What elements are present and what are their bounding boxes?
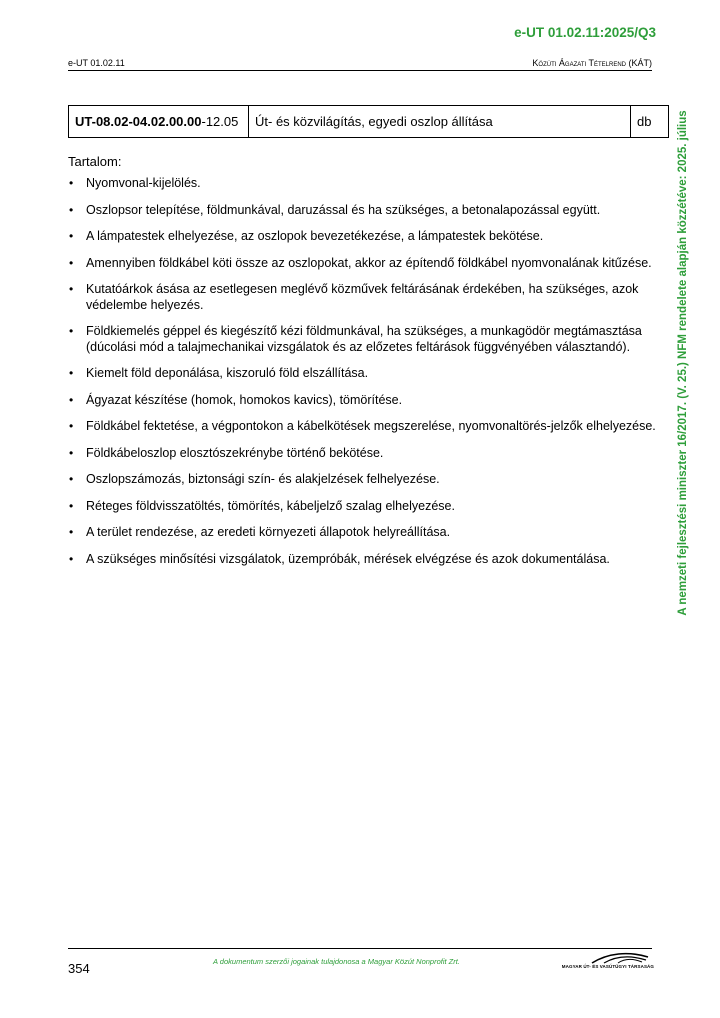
list-item-text: Kutatóárkok ásása az esetlegesen meglévő közművek feltárásának érdekében, ha szükséges, azok védelembe helyezés.: [86, 282, 639, 312]
list-item-text: A lámpatestek elhelyezése, az oszlopok bevezetékezése, a lámpatestek bekötése.: [86, 229, 544, 243]
list-item: [68, 203, 658, 219]
bullet-icon: •: [69, 419, 74, 433]
list-item: [68, 324, 658, 355]
list-item: [68, 446, 658, 462]
list-item: [68, 256, 658, 272]
header-left: e-UT 01.02.11: [68, 58, 125, 68]
list-item: [68, 472, 658, 488]
header-rule: [68, 70, 652, 71]
logo-mark-icon: [590, 951, 650, 964]
list-item: [68, 393, 658, 409]
footer-rule: [68, 948, 652, 949]
list-item: [68, 366, 658, 382]
item-unit: db: [637, 114, 652, 129]
header-right: Közúti Ágazati Tételrend (KÁT): [532, 58, 652, 68]
side-note: [676, 96, 690, 630]
bullet-icon: •: [69, 392, 74, 407]
item-table: [68, 105, 669, 138]
list-item-text: Földkábeloszlop elosztószekrénybe történő bekötése.: [86, 445, 384, 460]
side-note-text: A nemzeti fejlesztési miniszter 16/2017. (V. 25.) NFM rendelete alapján közzétéve: 2025. július: [677, 110, 689, 616]
list-item: [68, 419, 658, 435]
list-item-text: Földkábel fektetése, a végpontokon a kábelkötések megszerelése, nyomvonaltörés-jelzők elhelyezése.: [86, 419, 656, 433]
bullet-icon: •: [69, 324, 74, 338]
list-item: [68, 552, 658, 568]
item-code: UT-08.02-04.02.00.00: [75, 114, 202, 129]
list-item-text: Amennyiben földkábel köti össze az oszlopokat, akkor az építendő földkábel nyomvonalának kitűzése.: [86, 255, 652, 270]
page-number: 354: [68, 961, 90, 976]
list-item-text: Oszlopszámozás, biztonsági szín- és alakjelzések felhelyezése.: [86, 472, 440, 486]
list-item: [68, 229, 658, 245]
list-item-text: Réteges földvisszatöltés, tömörítés, kábeljelző szalag elhelyezése.: [86, 498, 455, 513]
list-item-text: Földkiemelés géppel és kiegészítő kézi földmunkával, ha szükséges, a munkagödör megtámasztása (dúcolási mód a talajmechanikai vizsgálatok és az előzetes feltárások függvényében választandó).: [86, 324, 642, 354]
list-item: [68, 499, 658, 515]
bullet-icon: •: [69, 282, 74, 296]
bullet-icon: •: [69, 498, 74, 513]
item-title: Út- és közvilágítás, egyedi oszlop állítása: [255, 114, 493, 129]
bullet-icon: •: [69, 472, 74, 486]
item-code-suffix: -12.05: [201, 114, 239, 129]
doc-code: e-UT 01.02.11:2025/Q3: [514, 25, 656, 40]
bullet-icon: •: [69, 255, 74, 270]
list-item-text: Ágyazat készítése (homok, homokos kavics), tömörítése.: [86, 392, 403, 407]
bullet-icon: •: [69, 551, 74, 566]
list-item-text: Kiemelt föld deponálása, kiszoruló föld elszállítása.: [86, 366, 369, 380]
bullet-icon: •: [69, 176, 74, 190]
bullet-icon: •: [69, 229, 74, 243]
bullet-icon: •: [69, 202, 74, 217]
item-unit-cell: [631, 106, 668, 137]
list-item-text: Oszlopsor telepítése, földmunkával, daruzással és ha szükséges, a betonalapozással együtt.: [86, 202, 601, 217]
list-item: [68, 282, 658, 313]
list-item-text: A terület rendezése, az eredeti környezeti állapotok helyreállítása.: [86, 525, 451, 539]
content-list: [68, 176, 658, 578]
bullet-icon: •: [69, 366, 74, 380]
logo-text: MAGYAR ÚT- ÉS VASÚTÜGYI TÁRSASÁG: [561, 964, 654, 969]
bullet-icon: •: [69, 525, 74, 539]
content-label: Tartalom:: [68, 154, 122, 169]
item-code-cell: [69, 106, 249, 137]
bullet-icon: •: [69, 445, 74, 460]
item-title-cell: [249, 106, 631, 137]
list-item-text: A szükséges minősítési vizsgálatok, üzempróbák, mérések elvégzése és azok dokumentálása.: [86, 551, 610, 566]
list-item: [68, 525, 658, 541]
list-item: [68, 176, 658, 192]
list-item-text: Nyomvonal-kijelölés.: [86, 176, 201, 190]
publisher-logo: [558, 951, 654, 973]
copyright-notice: A dokumentum szerzői jogainak tulajdonosa a Magyar Közút Nonprofit Zrt.: [213, 957, 460, 966]
